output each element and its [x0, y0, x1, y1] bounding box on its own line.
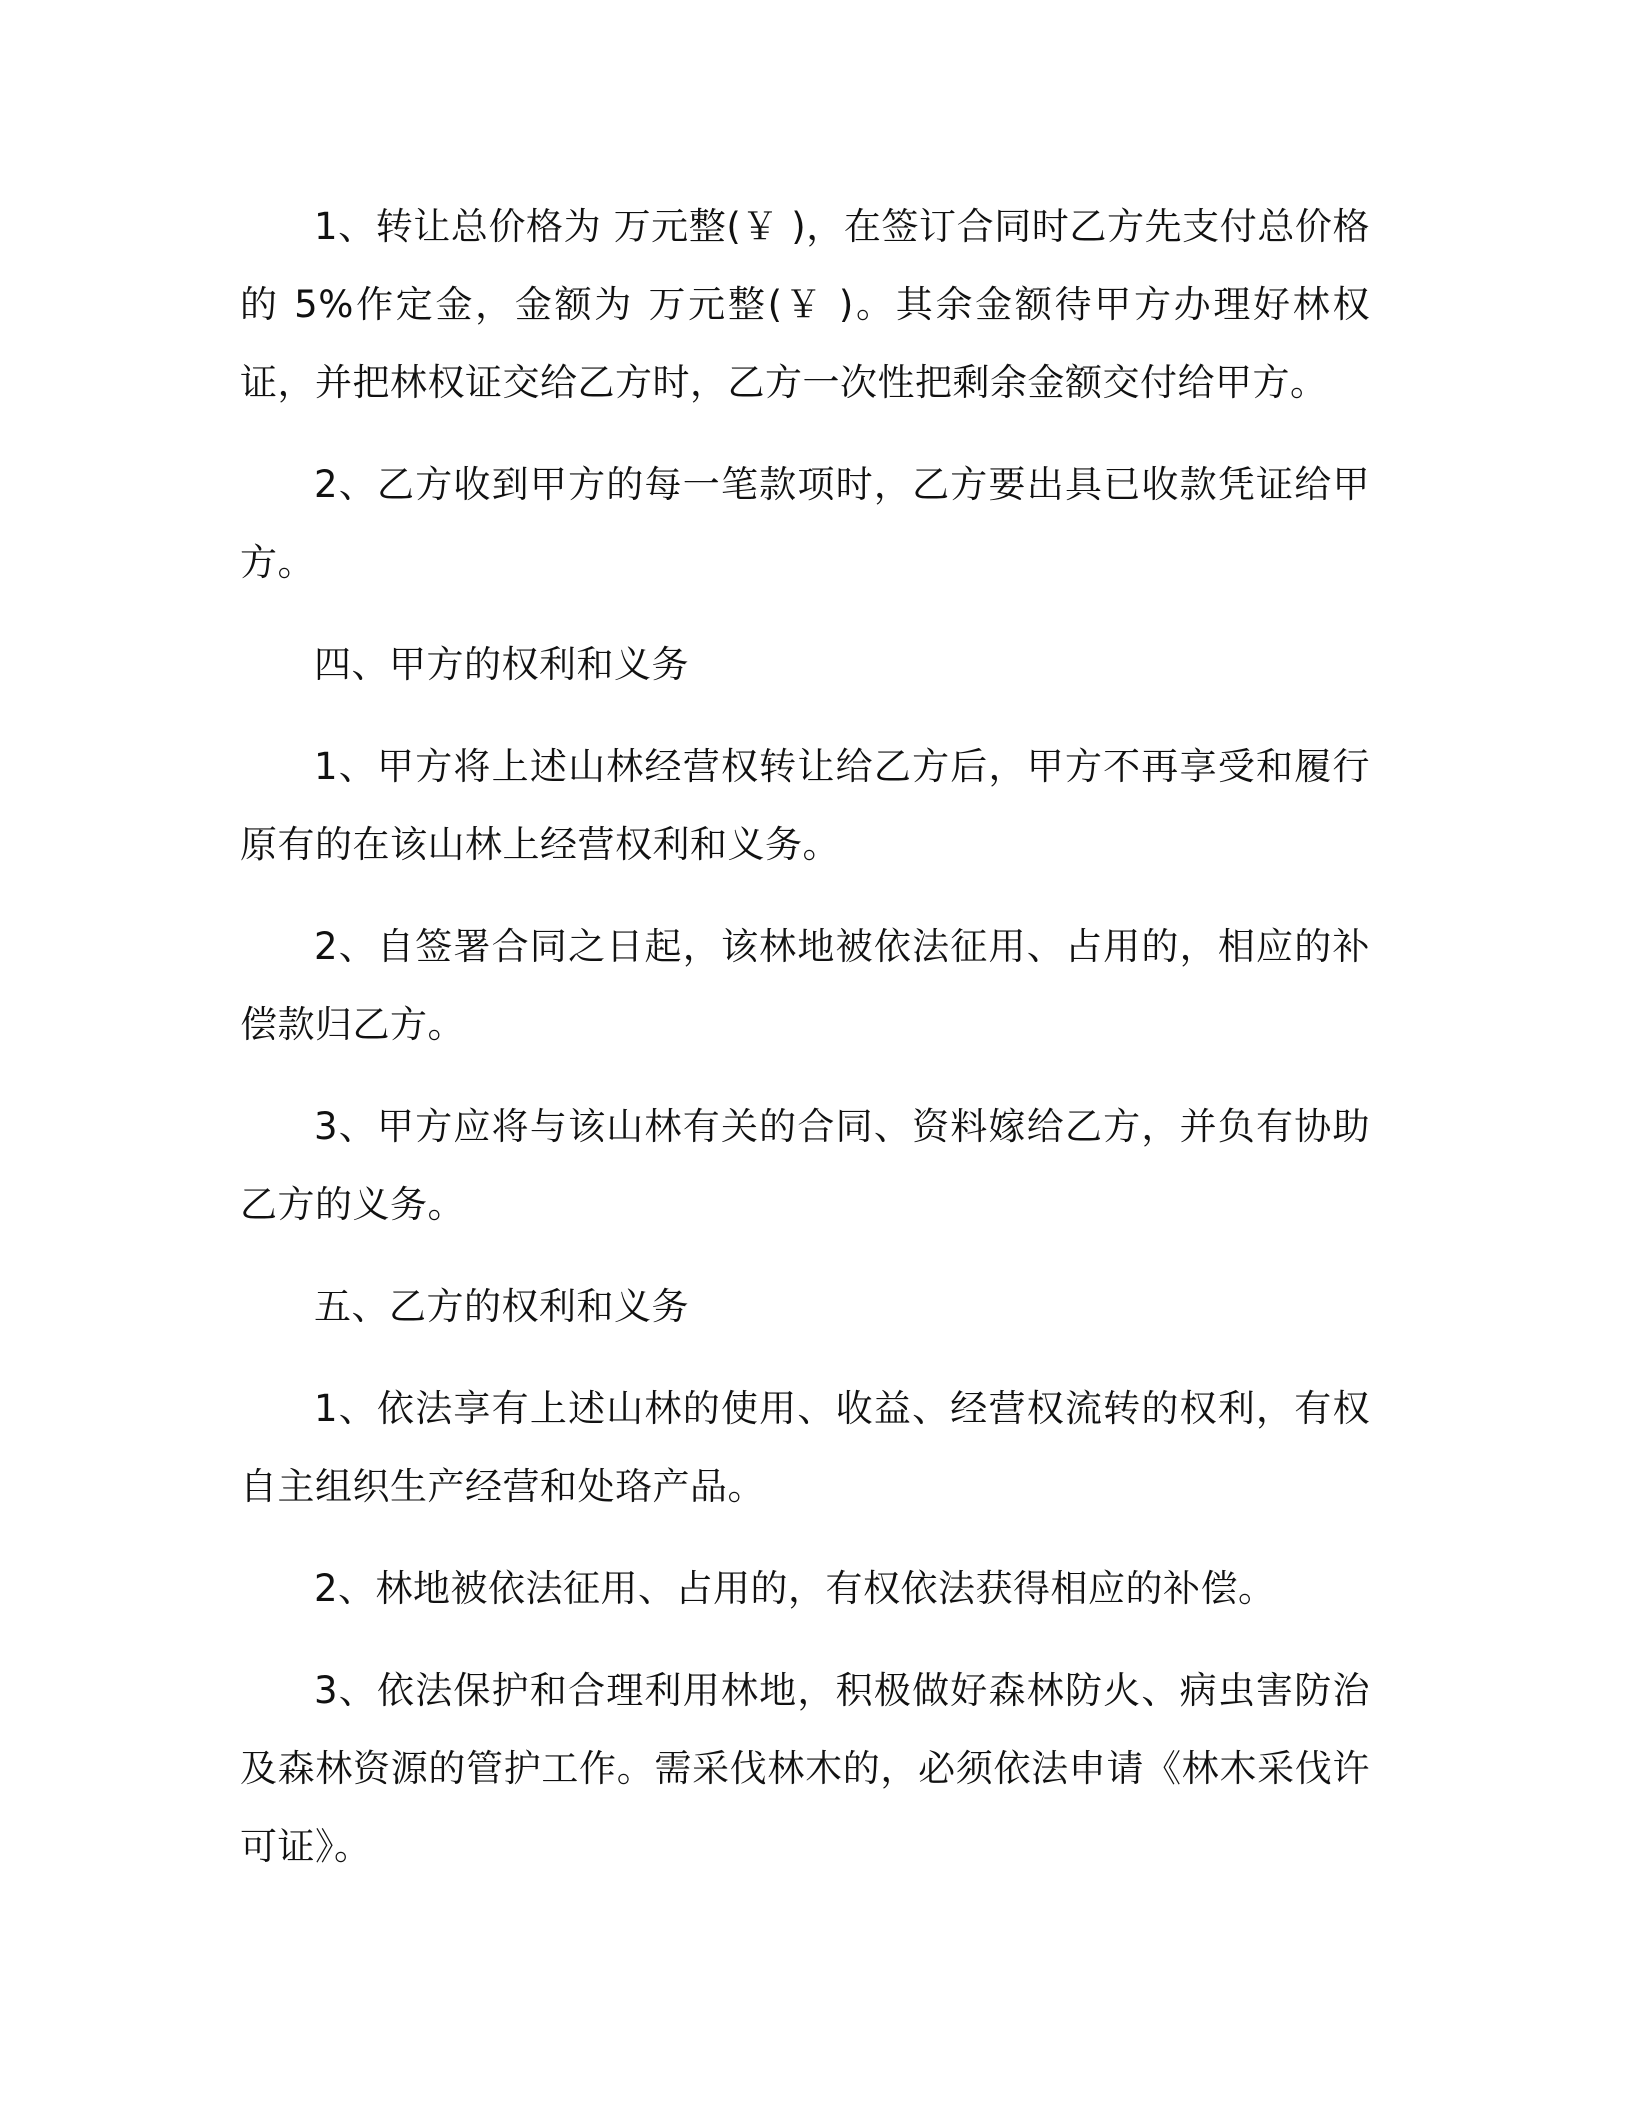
party-b-clause-2: 2、林地被依法征用、占用的，有权依法获得相应的补偿。 — [314, 1567, 1276, 1610]
paragraph-gap — [240, 1526, 1370, 1550]
party-b-clause-3: 3、依法保护和合理利用林地，积极做好森林防火、病虫害防治及森林资源的管护工作。需采伐林木的，必须依法申请《林木采伐许可证》。 — [240, 1669, 1370, 1868]
party-a-clause-1: 1、甲方将上述山林经营权转让给乙方后，甲方不再享受和履行原有的在该山林上经营权利和义务。 — [240, 745, 1370, 866]
payment-clause-2: 2、乙方收到甲方的每一笔款项时，乙方要出具已收款凭证给甲方。 — [240, 463, 1370, 584]
section-heading-party-a: 四、甲方的权利和义务 — [314, 643, 689, 686]
party-a-clause-2: 2、自签署合同之日起，该林地被依法征用、占用的，相应的补偿款归乙方。 — [240, 925, 1370, 1046]
paragraph-gap — [240, 602, 1370, 626]
paragraph-gap — [240, 1064, 1370, 1088]
paragraph-gap — [240, 422, 1370, 446]
paragraph-gap — [240, 704, 1370, 728]
section-heading-party-b: 五、乙方的权利和义务 — [314, 1285, 689, 1328]
payment-clause-1: 1、转让总价格为 万元整(￥ )，在签订合同时乙方先支付总价格的 5%作定金，金额为 万元整(￥ )。其余金额待甲方办理好林权证，并把林权证交给乙方时，乙方一次性把剩余金额交付给甲方。 — [240, 205, 1370, 404]
paragraph-gap — [240, 1346, 1370, 1370]
paragraph-gap — [240, 884, 1370, 908]
party-a-clause-3: 3、甲方应将与该山林有关的合同、资料嫁给乙方，并负有协助乙方的义务。 — [240, 1105, 1370, 1226]
paragraph-gap — [240, 1628, 1370, 1652]
party-b-clause-1: 1、依法享有上述山林的使用、收益、经营权流转的权利，有权自主组织生产经营和处珞产品。 — [240, 1387, 1370, 1508]
paragraph-gap — [240, 1244, 1370, 1268]
document-body — [240, 188, 1370, 1886]
